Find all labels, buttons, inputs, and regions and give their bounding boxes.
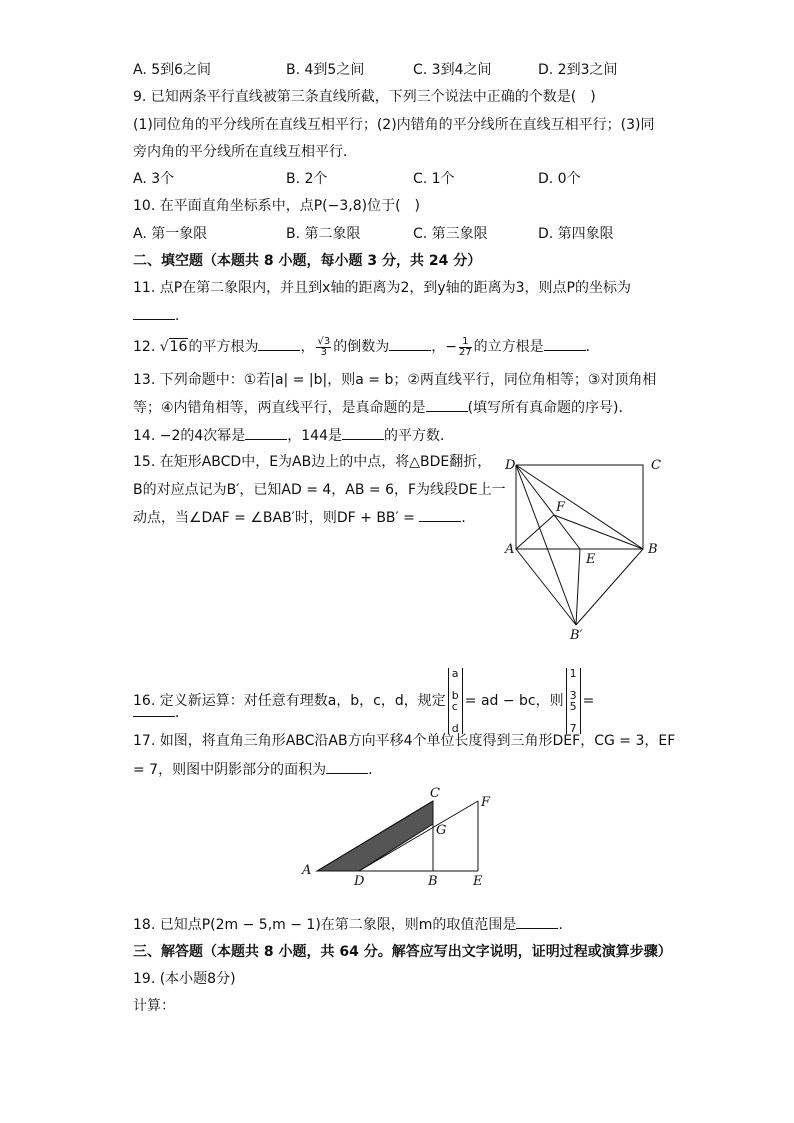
q14-c: 的平方数． [384, 428, 454, 444]
q17-line2a: = 7，则图中阴影部分的面积为 [133, 762, 327, 778]
q16-matrix1 [448, 668, 463, 734]
q17-label-C: C [430, 786, 440, 801]
q12-frac1-num: √3 [317, 335, 331, 347]
q15-label-C: C [651, 458, 661, 473]
q10-option-a: A. 第一象限 [133, 226, 208, 242]
q13-blank [426, 397, 468, 412]
q14-blank1 [245, 425, 287, 440]
q9-option-d: D. 0个 [538, 171, 581, 187]
q14-b: ，144是 [287, 428, 342, 444]
q12-sep1: ， [300, 339, 315, 355]
q16-m1-b: b [451, 689, 459, 702]
q16-blank [133, 702, 175, 717]
q13-line2-a: 等；④内错角相等，两直线平行，是真命题的是 [133, 400, 426, 416]
q17-figure [296, 784, 506, 889]
section2-heading: 二、填空题（本题共 8 小题，每小题 3 分，共 24 分） [133, 253, 482, 269]
q10-option-c: C. 第三象限 [413, 226, 488, 242]
q16-tail: ． [175, 705, 189, 721]
q12-frac2-den: 27 [458, 346, 472, 358]
q15-line-AF [516, 515, 554, 549]
q17-label-D: D [354, 874, 365, 889]
q16-b: = ad − bc，则 [464, 693, 564, 709]
q16-line [133, 668, 594, 734]
q13-line1: 13. 下列命题中：①若|a| = |b|，则a = b；②两直线平行，同位角相等；③对顶角相 [133, 372, 657, 388]
q18-line [133, 914, 572, 935]
q15-label-E: E [586, 552, 596, 567]
q17-label-F: F [481, 795, 491, 810]
q16-m1-a: a [451, 667, 459, 680]
q10-option-d: D. 第四象限 [538, 226, 614, 242]
q15-label-B: B [648, 542, 658, 557]
q15-line-ABp [516, 549, 576, 625]
q18-a: 18. 已知点P(2m − 5,m − 1)在第二象限，则m的取值范围是 [133, 917, 517, 933]
q15-blank [419, 507, 461, 522]
q12-t3: 的立方根是 [473, 339, 544, 355]
q12-frac2 [459, 337, 472, 358]
section3-heading: 三、解答题（本题共 8 小题，共 64 分。解答应写出文字说明，证明过程或演算步骤） [133, 944, 672, 960]
q17-line2 [133, 759, 382, 780]
q8-option-b: B. 4到5之间 [286, 62, 365, 78]
q12-frac1 [316, 337, 331, 358]
q11-line1: 11. 点P在第二象限内，并且到x轴的距离为2，到y轴的距离为3，则点P的坐标为 [133, 280, 631, 296]
q15-line-DB [516, 465, 643, 549]
q15-line1: 15. 在矩形ABCD中，E为AB边上的中点，将△BDE翻折， [133, 454, 492, 470]
q17-blank [326, 759, 368, 774]
q15-line2: B的对应点记为B′，已知AD = 4，AB = 6，F为线段DE上一 [133, 482, 506, 498]
q17-line2b: ． [368, 762, 383, 778]
q16-c: = [582, 693, 595, 709]
q15-line3 [133, 507, 475, 528]
q15-line3a: 动点，当∠DAF = ∠BAB′时，则DF + BB′ = [133, 510, 420, 526]
q14-line [133, 425, 454, 446]
q12-t1: 的平方根为 [188, 339, 259, 355]
q8-option-d: D. 2到3之间 [538, 62, 618, 78]
q12-sqrt-sign: √ [159, 339, 169, 355]
q9-option-c: C. 1个 [413, 171, 455, 187]
q9-option-b: B. 2个 [286, 171, 328, 187]
q16-m2-d: 7 [569, 722, 577, 735]
q12-line [133, 336, 600, 358]
q16-line2 [133, 702, 189, 723]
q12-tail: ． [585, 339, 600, 355]
q8-option-a: A. 5到6之间 [133, 62, 212, 78]
q17-line1: 17. 如图，将直角三角形ABC沿AB方向平移4个单位长度得到三角形DEF，CG = 3，EF [133, 733, 676, 749]
q9-line1: (1)同位角的平分线所在直线互相平行；(2)内错角的平分线所在直线互相平行；(3)同 [133, 117, 655, 133]
q10-option-b: B. 第二象限 [286, 226, 361, 242]
q12-blank1 [258, 336, 300, 351]
q16-m2-a: 1 [569, 667, 577, 680]
q12-prefix: 12. [133, 339, 160, 355]
q12-neg: − [445, 339, 457, 355]
q15-figure [500, 455, 675, 645]
q18-b: ． [558, 917, 573, 933]
q9-line2: 旁内角的平分线所在直线互相平行． [133, 144, 357, 160]
q12-blank3 [544, 336, 586, 351]
q12-sqrt-arg: 16 [169, 339, 188, 355]
q14-a: 14. −2的4次幂是 [133, 428, 246, 444]
q16-m2-c: 5 [569, 700, 577, 713]
q16-matrix2 [566, 668, 581, 734]
q11-line2 [133, 305, 189, 326]
q15-label-A: A [505, 542, 515, 557]
q13-line2 [133, 397, 633, 418]
q18-blank [516, 914, 558, 929]
q11-blank [133, 305, 175, 320]
q16-m1-c: c [451, 700, 458, 713]
q15-label-D: D [505, 458, 516, 473]
q15-label-F: F [556, 500, 566, 515]
q9-stem: 9. 已知两条平行直线被第三条直线所截，下列三个说法中正确的个数是( ) [133, 89, 596, 105]
q15-line-EBp [576, 549, 580, 625]
q14-blank2 [342, 425, 384, 440]
q15-label-Bp: B′ [570, 628, 583, 643]
q17-label-E: E [473, 874, 483, 889]
q17-label-B: B [428, 874, 438, 889]
q15-line-DBp [516, 465, 576, 625]
q16-a: 16. 定义新运算：对任意有理数a，b，c，d，规定 [133, 693, 446, 709]
q17-label-A: A [302, 863, 312, 878]
q15-line-DE [516, 465, 580, 549]
q10-stem: 10. 在平面直角坐标系中，点P(−3,8)位于( ) [133, 198, 420, 214]
q12-sep2: ， [431, 339, 446, 355]
q13-line2-b: (填写所有真命题的序号)． [467, 400, 633, 416]
q12-t2: 的倒数为 [333, 339, 390, 355]
q16-m2-b: 3 [569, 689, 577, 702]
q9-option-a: A. 3个 [133, 171, 175, 187]
q12-blank2 [389, 336, 431, 351]
q15-line3b: ． [461, 510, 476, 526]
q19-body: 计算： [133, 998, 175, 1014]
q17-label-G: G [436, 823, 447, 838]
q11-tail: ． [175, 308, 189, 324]
q16-m1-d: d [451, 722, 459, 735]
q8-option-c: C. 3到4之间 [413, 62, 492, 78]
q19-title: 19. (本小题8分) [133, 971, 236, 987]
q12-frac2-num: 1 [459, 337, 472, 348]
q12-frac1-den: 3 [320, 346, 328, 358]
